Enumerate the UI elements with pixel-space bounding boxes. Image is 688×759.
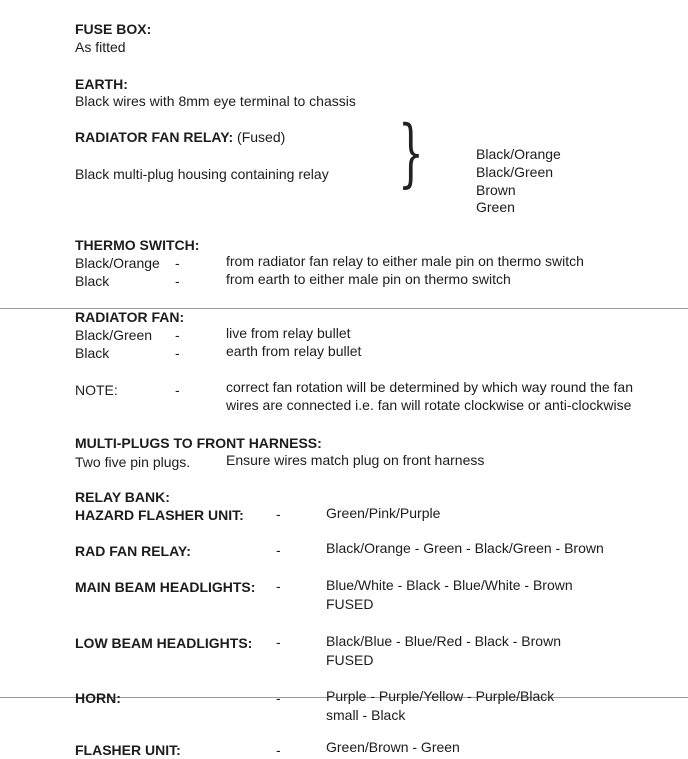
thermo-wire-2: Black bbox=[75, 273, 110, 289]
note-line-1: correct fan rotation will be determined by which way round the fan bbox=[226, 379, 633, 395]
relay-note-low-beam: FUSED bbox=[326, 652, 374, 668]
curly-brace-icon: } bbox=[398, 110, 424, 196]
multi-plugs-left: Two five pin plugs. bbox=[75, 454, 191, 470]
thermo-desc-1: from radiator fan relay to either male pin on thermo switch bbox=[226, 253, 584, 269]
relay-dash-horn: - bbox=[276, 690, 281, 706]
relay-value-flasher: Green/Brown - Green bbox=[326, 739, 460, 755]
relay-value-main-beam: Blue/White - Black - Blue/White - Brown bbox=[326, 577, 573, 593]
relay-label-low-beam: LOW BEAM HEADLIGHTS: bbox=[75, 635, 253, 651]
note-line-2: wires are connected i.e. fan will rotate clockwise or anti-clockwise bbox=[226, 397, 632, 413]
relay-wire-2: Black/Green bbox=[476, 164, 554, 180]
radiator-fan-relay-heading-line bbox=[75, 129, 285, 146]
relay-dash-low-beam: - bbox=[276, 634, 281, 650]
radiator-fan-relay-heading: RADIATOR FAN RELAY: bbox=[75, 129, 234, 145]
relay-value-horn: Purple - Purple/Yellow - Purple/Black bbox=[326, 688, 555, 704]
relay-label-flasher: FLASHER UNIT: bbox=[75, 742, 181, 758]
fan-dash-1: - bbox=[175, 327, 180, 343]
fan-wire-1: Black/Green bbox=[75, 327, 153, 343]
relay-label-hazard: HAZARD FLASHER UNIT: bbox=[75, 507, 244, 523]
relay-wire-4: Green bbox=[476, 199, 515, 215]
note-label: NOTE: bbox=[75, 382, 118, 398]
earth-heading: EARTH: bbox=[75, 76, 128, 92]
relay-label-main-beam: MAIN BEAM HEADLIGHTS: bbox=[75, 579, 256, 595]
thermo-wire-1: Black/Orange bbox=[75, 255, 160, 271]
fuse-box-heading: FUSE BOX: bbox=[75, 21, 152, 37]
relay-wire-3: Brown bbox=[476, 182, 516, 198]
relay-label-horn: HORN: bbox=[75, 690, 121, 706]
fan-wire-2: Black bbox=[75, 345, 110, 361]
thermo-switch-heading: THERMO SWITCH: bbox=[75, 237, 200, 253]
relay-dash-main-beam: - bbox=[276, 578, 281, 594]
relay-note-main-beam: FUSED bbox=[326, 596, 374, 612]
thermo-desc-2: from earth to either male pin on thermo switch bbox=[226, 271, 511, 287]
multi-plugs-right: Ensure wires match plug on front harness bbox=[226, 452, 485, 468]
relay-bank-heading: RELAY BANK: bbox=[75, 489, 170, 505]
multi-plugs-heading: MULTI-PLUGS TO FRONT HARNESS: bbox=[75, 435, 322, 451]
thermo-dash-2: - bbox=[175, 273, 180, 289]
thermo-dash-1: - bbox=[175, 255, 180, 271]
relay-value-rad-fan: Black/Orange - Green - Black/Green - Brown bbox=[326, 540, 604, 556]
relay-dash-flasher: - bbox=[276, 742, 281, 758]
radiator-fan-relay-description: Black multi-plug housing containing relay bbox=[75, 166, 329, 182]
fan-desc-2: earth from relay bullet bbox=[226, 343, 362, 359]
relay-value-hazard: Green/Pink/Purple bbox=[326, 505, 441, 521]
fan-dash-2: - bbox=[175, 345, 180, 361]
radiator-fan-heading: RADIATOR FAN: bbox=[75, 309, 185, 325]
relay-dash-rad-fan: - bbox=[276, 542, 281, 558]
fan-desc-1: live from relay bullet bbox=[226, 325, 351, 341]
relay-dash-hazard: - bbox=[276, 506, 281, 522]
note-dash: - bbox=[175, 382, 180, 398]
relay-value-low-beam: Black/Blue - Blue/Red - Black - Brown bbox=[326, 633, 561, 649]
earth-text: Black wires with 8mm eye terminal to chassis bbox=[75, 93, 356, 109]
fuse-box-text: As fitted bbox=[75, 39, 126, 55]
radiator-fan-relay-qualifier: (Fused) bbox=[237, 129, 286, 145]
relay-label-rad-fan: RAD FAN RELAY: bbox=[75, 543, 191, 559]
relay-wire-1: Black/Orange bbox=[476, 146, 561, 162]
relay-note-horn: small - Black bbox=[326, 707, 406, 723]
